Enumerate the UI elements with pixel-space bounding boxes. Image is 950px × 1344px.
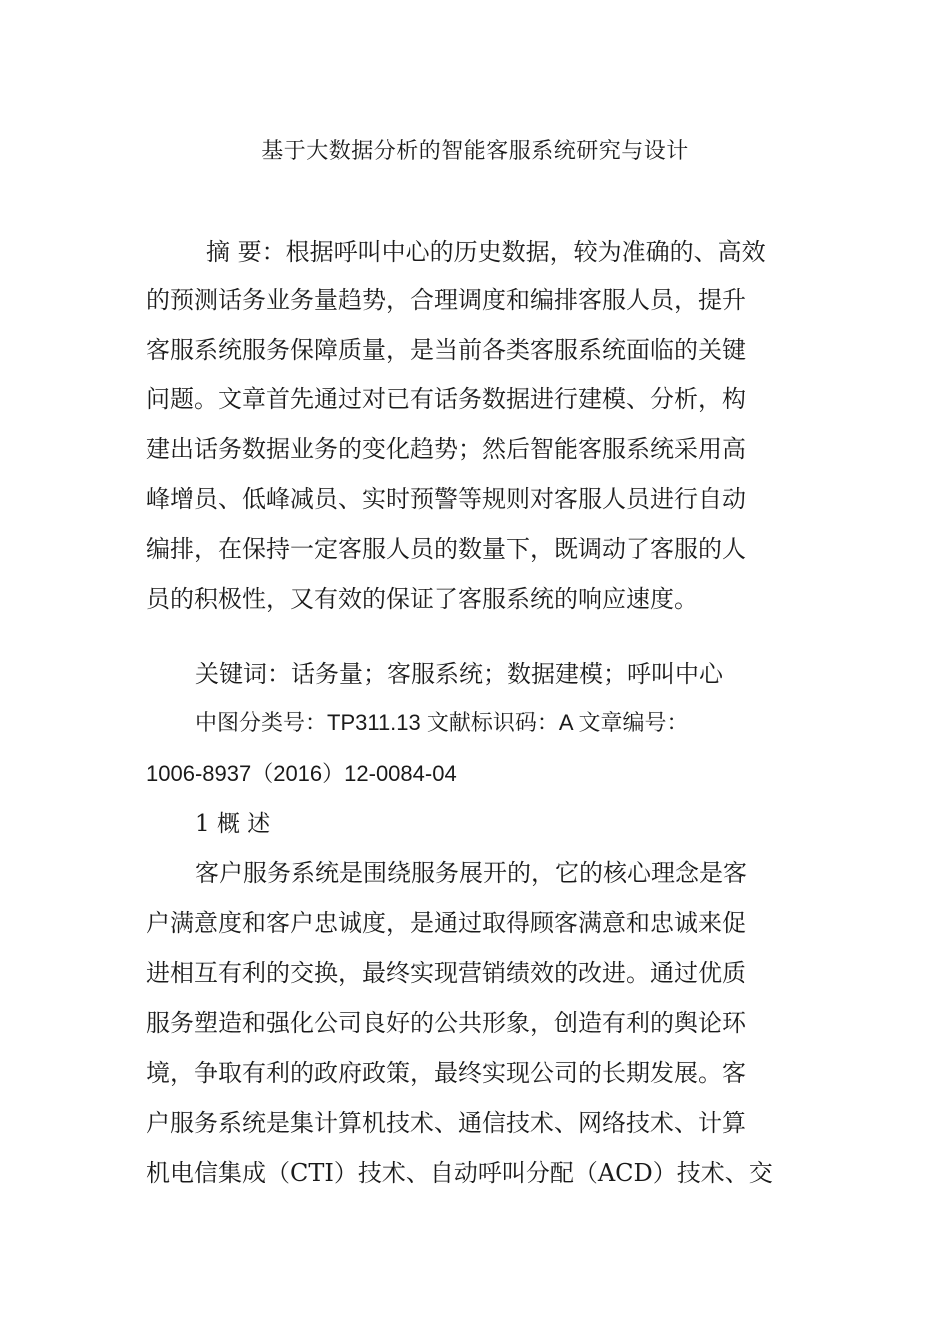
body-line: 客户服务系统是围绕服务展开的，它的核心理念是客 <box>195 859 747 887</box>
body-line: 境，争取有利的政府政策，最终实现公司的长期发展。客 <box>146 1059 746 1087</box>
document-title: 基于大数据分析的智能客服系统研究与设计 <box>261 139 689 164</box>
abstract-line: 员的积极性，又有效的保证了客服系统的响应速度。 <box>146 585 698 613</box>
body-line: 户服务系统是集计算机技术、通信技术、网络技术、计算 <box>146 1109 746 1137</box>
body-line: 户满意度和客户忠诚度，是通过取得顾客满意和忠诚来促 <box>146 909 746 937</box>
abstract-line: 问题。文章首先通过对已有话务数据进行建模、分析，构 <box>146 385 746 413</box>
abstract-line: 编排，在保持一定客服人员的数量下，既调动了客服的人 <box>146 535 746 563</box>
keywords-line: 关键词：话务量；客服系统；数据建模；呼叫中心 <box>195 660 723 688</box>
abstract-line: 摘 要：根据呼叫中心的历史数据，较为准确的、高效 <box>206 238 766 266</box>
abstract-line: 的预测话务业务量趋势，合理调度和编排客服人员，提升 <box>146 286 746 314</box>
body-line: 服务塑造和强化公司良好的公共形象，创造有利的舆论环 <box>146 1009 746 1037</box>
article-number-line: 1006-8937（2016）12-0084-04 <box>146 761 457 786</box>
section-heading: 1 概 述 <box>195 811 271 837</box>
abstract-line: 客服系统服务保障质量，是当前各类客服系统面临的关键 <box>146 336 746 364</box>
body-line: 进相互有利的交换，最终实现营销绩效的改进。通过优质 <box>146 959 746 987</box>
classification-line: 中图分类号：TP311.13 文献标识码：A 文章编号： <box>195 710 689 735</box>
body-line: 机电信集成（CTI）技术、自动呼叫分配（ACD）技术、交 <box>146 1159 773 1187</box>
abstract-line: 峰增员、低峰减员、实时预警等规则对客服人员进行自动 <box>146 485 746 513</box>
abstract-line: 建出话务数据业务的变化趋势；然后智能客服系统采用高 <box>146 435 746 463</box>
